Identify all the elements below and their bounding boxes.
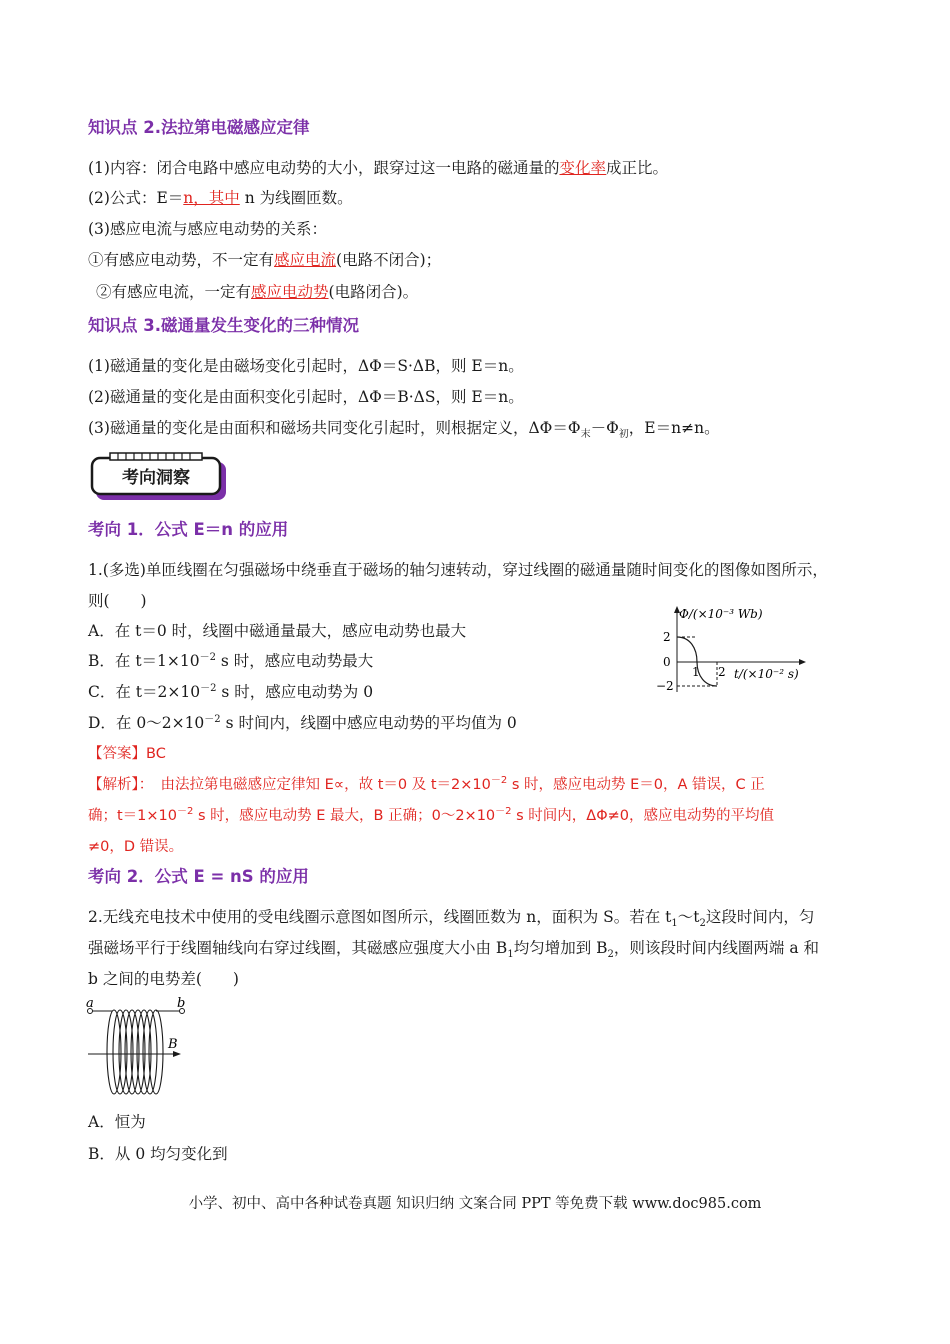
kp2-item3b-end: (电路闭合)。 [328,283,419,301]
kp2-item3a-end: (电路不闭合)； [336,251,442,269]
kp2-item2 [88,188,353,208]
q1-analysis-exp2: －2 [177,806,194,818]
q2-line2-mid: 均匀增加到 B [513,939,608,957]
q1-analysis-text2b: s 时，感应电动势 E 最大，B 正确；0～2×10 [193,808,496,824]
q2-option-b: B．从 0 均匀变化到 [88,1145,228,1163]
q2-line1-sub1: 1 [671,918,678,930]
kp2-item3b [96,282,418,302]
q1-option-d-exp: －2 [204,713,221,725]
coil-label-B: B [168,1037,178,1052]
q2-line1 [88,907,815,930]
graph-x-label: t/(×10⁻² s) [734,667,799,681]
kp3-item1: (1)磁通量的变化是由磁场变化引起时，ΔΦ＝S·ΔB，则 E＝n。 [88,357,524,375]
q1-option-c [88,682,373,702]
kp2-item2-text: (2)公式：E＝ [88,189,184,207]
kp3-item3-end: ，E＝n≠n。 [628,419,720,437]
topic1-title: 考向 1．公式 E＝n 的应用 [88,520,289,539]
kp2-item1 [88,158,668,178]
kp3-item2: (2)磁通量的变化是由面积变化引起时，ΔΦ＝B·ΔS，则 E＝n。 [88,388,524,406]
kp3-item3-sub-init: 初 [618,429,629,441]
graph-xtick-2: 2 [718,665,726,679]
kp2-item3a [88,250,441,270]
graph-ytick-neg2: −2 [656,679,674,693]
kp2-item1-blank: 变化率 [559,159,606,177]
q2-line2-sub2: 2 [607,949,614,961]
q2-line2-text: 强磁场平行于线圈轴线向右穿过线圈，其磁感应强度大小由 B [88,939,508,957]
kp2-item3b-text: ②有感应电流，一定有 [96,283,252,301]
q1-option-d [88,713,517,733]
q1-analysis-line2 [88,806,774,826]
q2-line2 [88,938,820,961]
kp2-item1-end: 成正比。 [605,159,668,177]
q2-line2-end: ，则该段时间内线圈两端 a 和 [613,939,820,957]
q1-option-b-end: s 时，感应电动势最大 [216,652,374,670]
q1-analysis-text2: 确；t＝1×10 [88,808,178,824]
q1-analysis-text2c: s 时间内，ΔΦ≠0，感应电动势的平均值 [511,808,775,824]
q1-analysis-exp1: －2 [490,775,508,787]
q1-analysis-text1: 由法拉第电磁感应定律知 E∝，故 t＝0 及 t＝2×10 [160,777,491,793]
kp2-item3: (3)感应电流与感应电动势的关系： [88,220,327,238]
graph-xtick-1: 1 [692,665,700,679]
graph-y-label: Φ/(×10⁻³ Wb) [679,607,763,621]
kp2-title: 知识点 2.法拉第电磁感应定律 [88,118,310,137]
q1-analysis-line3: ≠0，D 错误。 [88,839,184,855]
q1-option-c-text: C．在 t＝2×10 [88,683,201,701]
q1-answer: 【答案】BC [88,746,166,762]
receiving-coil-diagram [84,994,194,1100]
q1-line2: 则( ) [88,592,147,610]
kp3-item3-mid: －Φ [590,419,619,437]
badge-binding [110,453,202,460]
coil-turns [107,1010,163,1094]
kp2-item3a-blank: 感应电流 [274,251,337,269]
q1-analysis-line1 [88,775,765,795]
kp2-item2-blank: n，其中 [183,189,240,207]
flux-time-graph [650,604,830,698]
q2-option-a: A．恒为 [88,1113,146,1131]
q2-line1-end: 这段时间内，匀 [705,908,815,926]
q2-line1-sub2: 2 [699,918,706,930]
kp2-item3a-text: ①有感应电动势，不一定有 [88,251,275,269]
graph-ytick-0: 0 [663,655,671,669]
kp3-item3 [88,418,720,441]
q2-line2-sub1: 1 [507,949,514,961]
q1-option-b-exp: －2 [199,651,216,663]
kp2-item2-end: n 为线圈匝数。 [239,189,353,207]
graph-x-arrow [799,659,806,665]
q1-line1: 1.(多选)单匝线圈在匀强磁场中绕垂直于磁场的轴匀速转动，穿过线圈的磁通量随时间变化的图像如图所示， [88,561,828,579]
kp3-item3-text: (3)磁通量的变化是由面积和磁场共同变化引起时，则根据定义，ΔΦ＝Φ [88,419,581,437]
coil-label-b: b [177,996,186,1011]
q1-option-d-end: s 时间内，线圈中感应电动势的平均值为 0 [220,714,517,732]
page-footer: 小学、初中、高中各种试卷真题 知识归纳 文案合同 PPT 等免费下载 www.doc985.com [188,1196,762,1212]
q1-option-c-end: s 时，感应电动势为 0 [216,683,374,701]
q1-option-c-exp: －2 [200,682,217,694]
kp3-title: 知识点 3.磁通量发生变化的三种情况 [88,316,359,335]
graph-ytick-2: 2 [663,630,671,644]
kp2-item3b-blank: 感应电动势 [251,283,329,301]
q2-line1-mid: ～t [677,908,700,926]
q1-option-b-text: B．在 t＝1×10 [88,652,200,670]
q1-option-b [88,651,373,671]
q2-line3: b 之间的电势差( ) [88,970,239,988]
q1-analysis-text1b: s 时，感应电动势 E＝0，A 错误，C 正 [507,777,765,793]
kp2-item1-text: (1)内容：闭合电路中感应电动势的大小，跟穿过这一电路的磁通量的 [88,159,560,177]
badge-label: 考向洞察 [122,468,190,488]
q1-option-a: A．在 t＝0 时，线圈中磁通量最大，感应电动势也最大 [88,622,467,640]
topic2-title: 考向 2．公式 E = nS 的应用 [88,867,309,886]
q2-line1-text: 2.无线充电技术中使用的受电线圈示意图如图所示，线圈匝数为 n，面积为 S。若在 t [88,908,672,926]
section-badge [88,452,228,502]
kp3-item3-sub-end: 末 [580,429,591,441]
coil-label-a: a [86,996,94,1011]
q1-option-d-text: D．在 0～2×10 [88,714,205,732]
q1-analysis-label: 【解析】： [88,777,146,793]
q1-analysis-exp3: －2 [495,806,512,818]
